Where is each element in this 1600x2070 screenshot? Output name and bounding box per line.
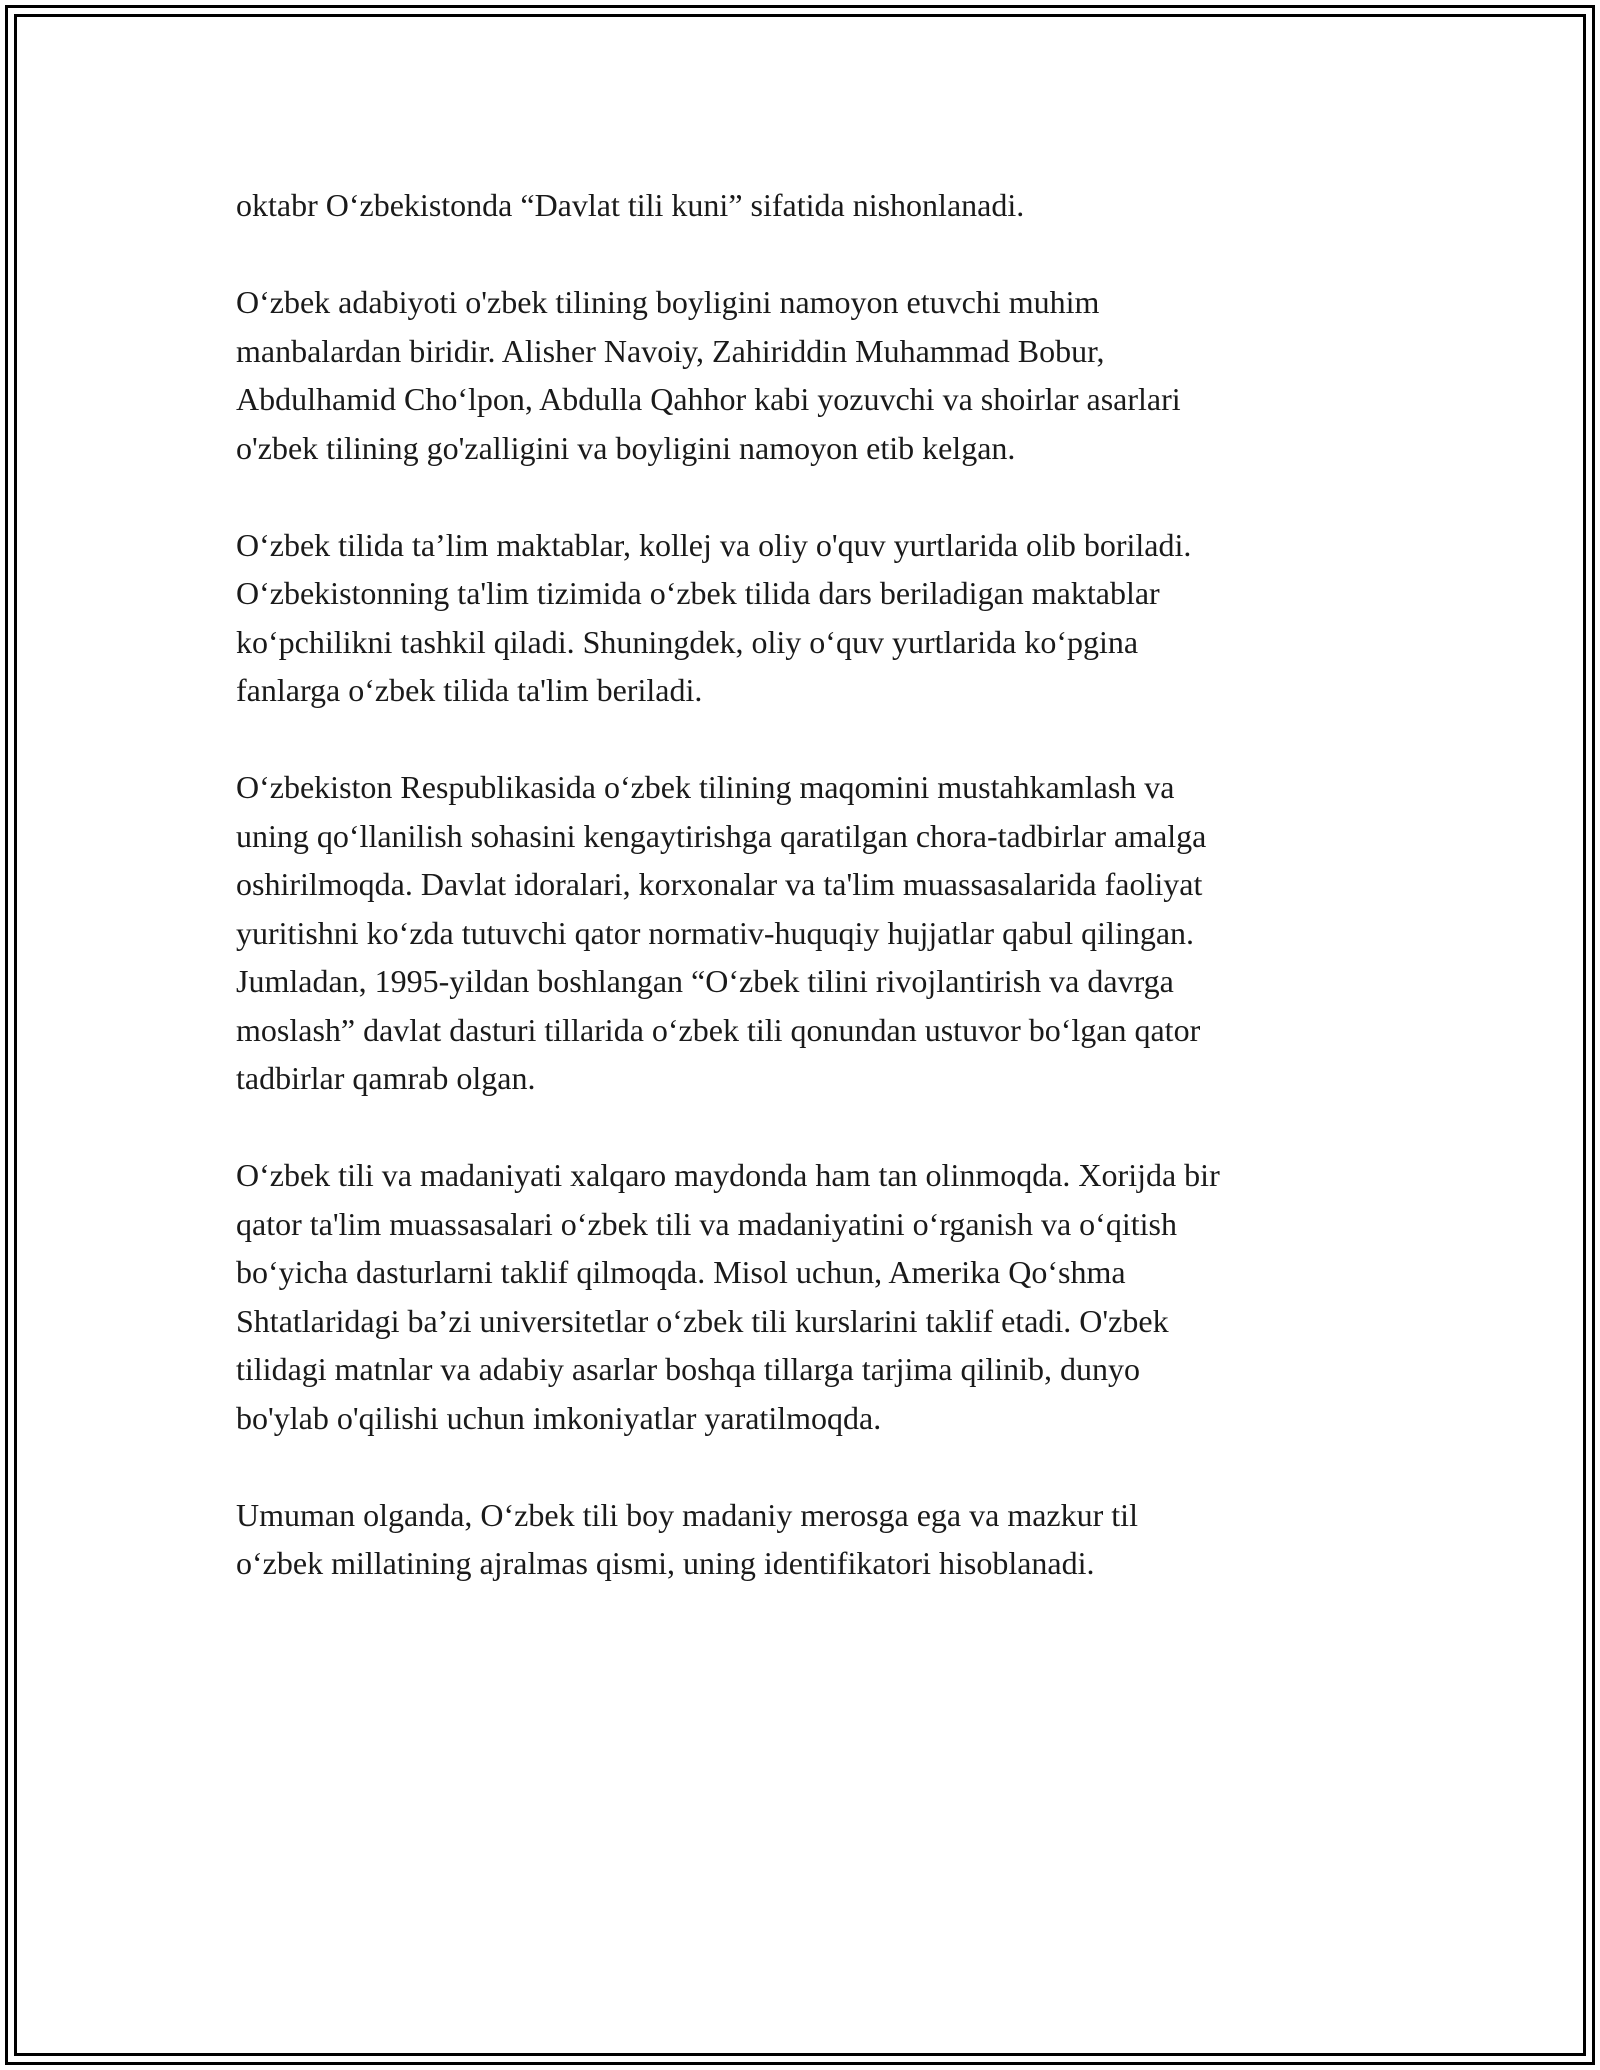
text-line: O‘zbekistonning ta'lim tizimida o‘zbek tilida dars beriladigan maktablar bbox=[236, 575, 1160, 611]
text-line: bo'ylab o'qilishi uchun imkoniyatlar yaratilmoqda. bbox=[236, 1399, 882, 1436]
paragraph-1 bbox=[236, 181, 1386, 230]
text-line: oktabr O‘zbekistonda “Davlat tili kuni” sifatida nishonlanadi. bbox=[236, 187, 1025, 223]
text-line: tadbirlar qamrab olgan. bbox=[236, 1060, 536, 1096]
paragraph-4 bbox=[236, 763, 1386, 1103]
text-line: bo‘yicha dasturlarni taklif qilmoqda. Misol uchun, Amerika Qo‘shma bbox=[236, 1254, 1126, 1290]
text-line: ko‘pchilikni tashkil qiladi. Shuningdek, oliy o‘quv yurtlarida ko‘pgina bbox=[236, 623, 1139, 660]
text-line: o‘zbek millatining ajralmas qismi, uning identifikatori hisoblanadi. bbox=[236, 1545, 1095, 1581]
text-line: qator ta'lim muassasalari o‘zbek tili va madaniyatini o‘rganish va o‘qitish bbox=[236, 1205, 1177, 1242]
paragraph-6 bbox=[236, 1491, 1386, 1588]
text-line: oshirilmoqda. Davlat idoralari, korxonalar va ta'lim muassasalarida faoliyat bbox=[236, 866, 1203, 902]
text-line: uning qo‘llanilish sohasini kengaytirishga qaratilgan chora-tadbirlar amalga bbox=[236, 817, 1207, 854]
text-line: o'zbek tilining go'zalligini va boyligini namoyon etib kelgan. bbox=[236, 429, 1016, 466]
text-line: O‘zbek tili va madaniyati xalqaro maydonda ham tan olinmoqda. Xorijda bir bbox=[236, 1157, 1220, 1193]
text-line: O‘zbek tilida ta’lim maktablar, kollej va oliy o'quv yurtlarida olib boriladi. bbox=[236, 526, 1192, 563]
text-line: fanlarga o‘zbek tilida ta'lim beriladi. bbox=[236, 672, 703, 708]
text-line: Abdulhamid Cho‘lpon, Abdulla Qahhor kabi yozuvchi va shoirlar asarlari bbox=[236, 381, 1181, 417]
paragraph-5 bbox=[236, 1151, 1386, 1442]
paragraph-2 bbox=[236, 278, 1386, 472]
text-line: Jumladan, 1995-yildan boshlangan “O‘zbek tilini rivojlantirish va davrga bbox=[236, 963, 1174, 999]
text-line: manbalardan biridir. Alisher Navoiy, Zahiriddin Muhammad Bobur, bbox=[236, 332, 1105, 369]
document-body bbox=[236, 181, 1386, 1636]
text-line: Shtatlaridagi ba’zi universitetlar o‘zbek tili kurslarini taklif etadi. O'zbek bbox=[236, 1302, 1169, 1339]
text-line: Umuman olganda, O‘zbek tili boy madaniy merosga ega va mazkur til bbox=[236, 1496, 1138, 1533]
text-line: O‘zbek adabiyoti o'zbek tilining boyligini namoyon etuvchi muhim bbox=[236, 284, 1100, 320]
text-line: yuritishni ko‘zda tutuvchi qator normativ-huquqiy hujjatlar qabul qilingan. bbox=[236, 914, 1195, 951]
text-line: moslash” davlat dasturi tillarida o‘zbek tili qonundan ustuvor bo‘lgan qator bbox=[236, 1011, 1201, 1048]
text-line: tilidagi matnlar va adabiy asarlar boshqa tillarga tarjima qilinib, dunyo bbox=[236, 1351, 1141, 1387]
paragraph-3 bbox=[236, 521, 1386, 715]
text-line: O‘zbekiston Respublikasida o‘zbek tilining maqomini mustahkamlash va bbox=[236, 769, 1175, 805]
